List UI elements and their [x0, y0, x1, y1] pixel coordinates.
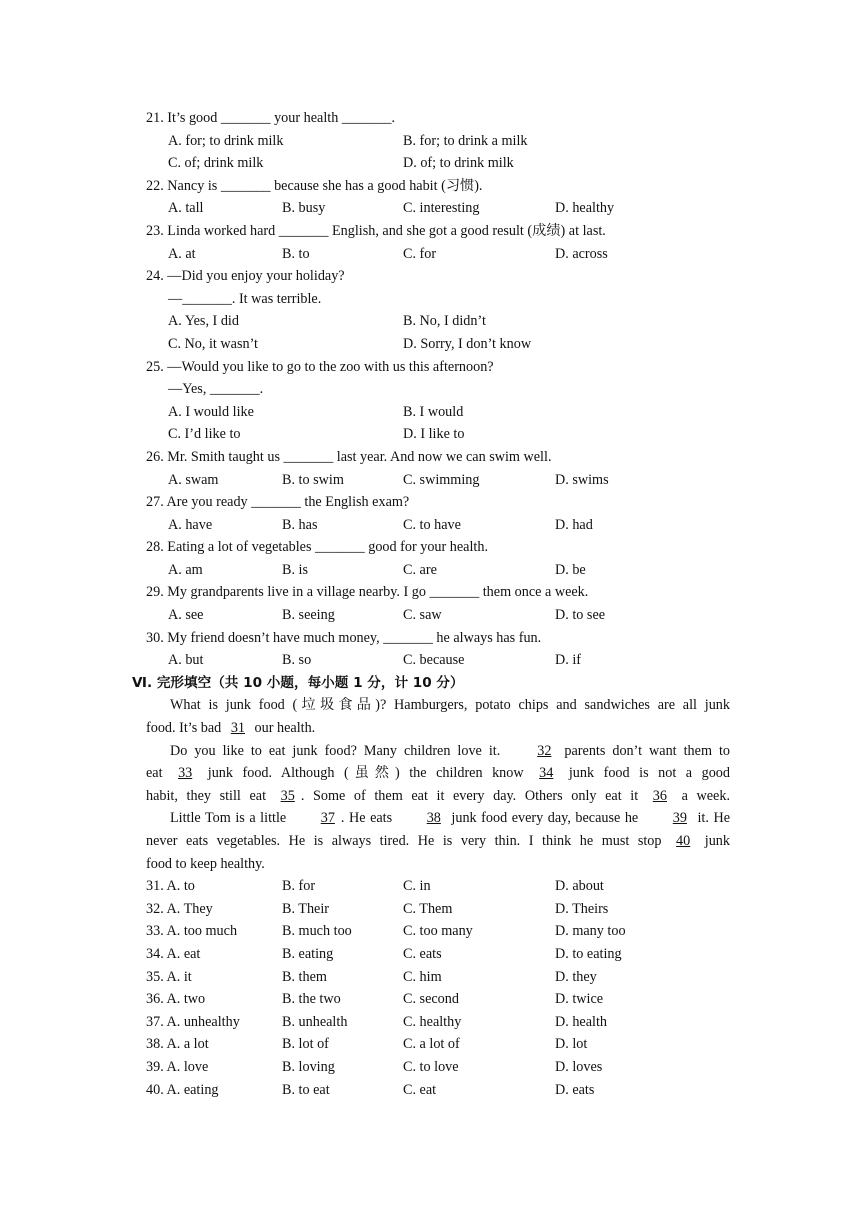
option-c: C. saw: [403, 607, 442, 624]
option-text: A. it: [166, 968, 192, 985]
option-b: B. is: [282, 561, 309, 578]
blank-39: 39: [672, 810, 687, 827]
section-title: Ⅵ. 完形填空（共 10 小题，每小题 1 分，计 10 分）: [132, 674, 464, 691]
question-stem-row: [0, 446, 860, 469]
passage-line: food to keep healthy.: [146, 855, 265, 872]
option-text: A. They: [166, 900, 213, 917]
question-number: 38.: [146, 1036, 164, 1053]
option-b: B. to eat: [282, 1081, 330, 1098]
question-stem-row: [0, 627, 860, 650]
option-b: B. I would: [403, 403, 464, 420]
option-a: A. swam: [168, 471, 219, 488]
option-c: C. him: [403, 968, 442, 985]
option-d: D. Theirs: [555, 900, 609, 917]
question-stem-row: [0, 581, 860, 604]
question-dialogue-line: —Yes, _______.: [168, 381, 264, 398]
option-d: D. eats: [555, 1081, 595, 1098]
question-number: 36.: [146, 991, 164, 1008]
question-number: 24.: [146, 268, 164, 285]
options-row: [0, 152, 860, 175]
question-number: 21.: [146, 110, 164, 126]
question-text: —Did you enjoy your holiday?: [167, 268, 345, 285]
options-row: [0, 333, 860, 356]
question-text: Are you ready _______ the English exam?: [166, 494, 410, 511]
question-number: 31.: [146, 878, 164, 895]
options-row: [0, 401, 860, 424]
blank-40: 40: [676, 833, 691, 849]
option-d: D. across: [555, 245, 608, 262]
option-a: [146, 920, 237, 943]
option-c: C. I’d like to: [168, 426, 241, 443]
blank-33: 33: [178, 765, 193, 782]
question-number: 37.: [146, 1013, 164, 1030]
blank-37: 37: [320, 810, 335, 827]
passage-line: food. It’s bad 31 our health.: [146, 717, 730, 740]
option-d: D. they: [555, 968, 597, 985]
option-a: [146, 1033, 209, 1056]
option-d: D. about: [555, 878, 604, 895]
option-b: B. lot of: [282, 1036, 329, 1053]
question-text: It’s good _______ your health _______.: [167, 110, 396, 126]
question-stem-row: [0, 356, 860, 379]
question-stem: [146, 356, 494, 379]
question-continuation-row: [0, 378, 860, 401]
option-d: D. I like to: [403, 426, 465, 443]
question-number: 23.: [146, 222, 164, 239]
option-c: C. healthy: [403, 1013, 462, 1030]
option-a: [146, 1079, 219, 1102]
question-number: 22.: [146, 177, 164, 194]
options-row: [0, 243, 860, 266]
question-number: 27.: [146, 494, 164, 511]
question-stem: [146, 107, 395, 130]
option-b: B. seeing: [282, 607, 335, 624]
option-c: C. swimming: [403, 471, 480, 488]
option-a: A. for; to drink milk: [168, 132, 284, 149]
option-a: A. tall: [168, 200, 204, 217]
cloze-option-row: [0, 920, 860, 943]
question-number: 26.: [146, 448, 164, 465]
option-d: D. to see: [555, 607, 606, 624]
passage-line: What is junk food (垃圾食品)? Hamburgers, potato chips and sandwiches are all junk: [170, 697, 730, 714]
option-b: B. to swim: [282, 471, 344, 488]
option-text: A. eat: [166, 945, 201, 962]
question-stem: [146, 175, 482, 198]
options-row: [0, 604, 860, 627]
blank-38: 38: [426, 810, 441, 827]
option-d: D. had: [555, 516, 593, 533]
option-d: D. healthy: [555, 200, 615, 217]
options-row: [0, 469, 860, 492]
option-a: [146, 966, 192, 989]
option-c: C. are: [403, 561, 437, 578]
question-stem: [146, 265, 345, 288]
options-row: [0, 649, 860, 672]
question-stem: [146, 491, 409, 514]
option-d: D. of; to drink milk: [403, 155, 514, 172]
option-a: [146, 943, 200, 966]
blank-35: 35: [280, 787, 295, 804]
option-d: D. Sorry, I don’t know: [403, 335, 532, 352]
question-stem-row: [0, 175, 860, 198]
option-d: D. twice: [555, 991, 604, 1008]
option-d: D. health: [555, 1013, 608, 1030]
question-text: My friend doesn’t have much money, _______ he always has fun.: [167, 629, 542, 646]
question-stem: [146, 220, 606, 243]
section-header: [0, 672, 860, 695]
cloze-option-row: [0, 1033, 860, 1056]
question-stem-row: [0, 265, 860, 288]
option-b: B. for: [282, 878, 316, 895]
cloze-option-row: [0, 1011, 860, 1034]
option-c: C. Them: [403, 900, 453, 917]
option-c: C. to love: [403, 1058, 459, 1075]
option-c: C. a lot of: [403, 1036, 460, 1053]
option-a: A. Yes, I did: [168, 313, 239, 330]
option-a: [146, 988, 205, 1011]
blank-34: 34: [539, 765, 554, 782]
cloze-option-row: [0, 943, 860, 966]
question-text: My grandparents live in a village nearby. I go _______ them once a week.: [167, 584, 589, 601]
option-c: C. eat: [403, 1081, 437, 1098]
option-b: B. eating: [282, 945, 334, 962]
options-row: [0, 514, 860, 537]
blank-32: 32: [537, 742, 552, 759]
option-a: [146, 1056, 208, 1079]
passage-line: eat 33 junk food. Although (虽然) the children know 34 junk food is not a good: [146, 762, 730, 785]
option-b: B. much too: [282, 923, 352, 940]
passage-line: Little Tom is a little 37 . He eats 38 junk food every day, because he 39 it. He: [146, 807, 730, 830]
blank-31: 31: [230, 720, 245, 737]
cloze-option-row: [0, 898, 860, 921]
options-row: [0, 559, 860, 582]
option-b: B. to: [282, 245, 310, 262]
question-stem: [146, 627, 541, 650]
option-b: B. loving: [282, 1058, 335, 1075]
option-c: C. for: [403, 245, 437, 262]
cloze-option-row: [0, 988, 860, 1011]
exam-page: [0, 107, 860, 1101]
cloze-passage: [146, 694, 730, 875]
question-number: 39.: [146, 1058, 164, 1075]
option-d: D. many too: [555, 923, 626, 940]
question-number: 25.: [146, 358, 164, 375]
question-stem-row: [0, 220, 860, 243]
question-text: Nancy is _______ because she has a good habit (习惯).: [167, 177, 483, 194]
option-a: A. am: [168, 561, 203, 578]
cloze-option-row: [0, 966, 860, 989]
question-stem: [146, 536, 488, 559]
option-b: B. Their: [282, 900, 330, 917]
question-stem-row: [0, 491, 860, 514]
option-a: [146, 898, 213, 921]
option-c: C. eats: [403, 945, 442, 962]
options-row: [0, 130, 860, 153]
options-row: [0, 197, 860, 220]
question-dialogue-line: —_______. It was terrible.: [168, 290, 322, 307]
option-d: D. loves: [555, 1058, 603, 1075]
question-number: 34.: [146, 945, 164, 962]
question-stem: [146, 446, 552, 469]
option-c: C. because: [403, 652, 465, 669]
options-row: [0, 423, 860, 446]
question-number: 30.: [146, 629, 164, 646]
question-number: 35.: [146, 968, 164, 985]
option-c: C. No, it wasn’t: [168, 335, 258, 352]
option-c: C. to have: [403, 516, 461, 533]
passage-line: never eats vegetables. He is always tired. He is very thin. I think he must stop 40 junk: [146, 830, 730, 853]
option-b: B. the two: [282, 991, 341, 1008]
question-number: 28.: [146, 539, 164, 556]
option-d: D. be: [555, 561, 586, 578]
option-d: D. to eating: [555, 945, 622, 962]
option-a: A. at: [168, 245, 196, 262]
passage-line: Do you like to eat junk food? Many children love it. 32 parents don’t want them to: [146, 740, 730, 763]
question-stem-row: [0, 536, 860, 559]
option-b: B. busy: [282, 200, 326, 217]
option-d: D. lot: [555, 1036, 588, 1053]
option-a: [146, 1011, 240, 1034]
cloze-option-row: [0, 1079, 860, 1102]
option-text: A. eating: [166, 1081, 219, 1098]
option-b: B. has: [282, 516, 318, 533]
question-number: 32.: [146, 900, 164, 917]
option-c: C. in: [403, 878, 431, 895]
option-a: [146, 875, 195, 898]
option-d: D. swims: [555, 471, 609, 488]
option-text: A. a lot: [166, 1036, 209, 1053]
question-text: —Would you like to go to the zoo with us this afternoon?: [167, 358, 494, 375]
option-text: A. love: [166, 1058, 209, 1075]
question-number: 33.: [146, 923, 164, 940]
blank-36: 36: [652, 787, 667, 804]
question-text: Linda worked hard _______ English, and she got a good result (成绩) at last.: [167, 222, 606, 239]
option-b: B. No, I didn’t: [403, 313, 486, 330]
option-text: A. two: [166, 991, 206, 1008]
option-b: B. them: [282, 968, 327, 985]
option-text: A. too much: [166, 923, 238, 940]
multiple-choice-section: [0, 107, 860, 672]
option-b: B. unhealth: [282, 1013, 348, 1030]
option-a: A. have: [168, 516, 213, 533]
passage-line: habit, they still eat 35 . Some of them eat it every day. Others only eat it 36 a week.: [146, 785, 730, 808]
option-a: A. see: [168, 607, 204, 624]
cloze-options-section: [0, 875, 860, 1101]
option-b: B. so: [282, 652, 312, 669]
question-continuation-row: [0, 288, 860, 311]
question-number: 40.: [146, 1081, 164, 1098]
question-stem-row: [0, 107, 860, 130]
question-text: Mr. Smith taught us _______ last year. And now we can swim well.: [167, 448, 552, 465]
option-a: A. but: [168, 652, 204, 669]
cloze-option-row: [0, 875, 860, 898]
option-b: B. for; to drink a milk: [403, 132, 528, 149]
question-number: 29.: [146, 584, 164, 601]
question-text: Eating a lot of vegetables _______ good for your health.: [167, 539, 488, 556]
option-c: C. second: [403, 991, 459, 1008]
option-c: C. of; drink milk: [168, 155, 264, 172]
option-text: A. unhealthy: [166, 1013, 240, 1030]
option-c: C. interesting: [403, 200, 480, 217]
cloze-option-row: [0, 1056, 860, 1079]
option-a: A. I would like: [168, 403, 254, 420]
option-text: A. to: [166, 878, 195, 895]
option-d: D. if: [555, 652, 582, 669]
option-c: C. too many: [403, 923, 473, 940]
question-stem: [146, 581, 588, 604]
options-row: [0, 310, 860, 333]
